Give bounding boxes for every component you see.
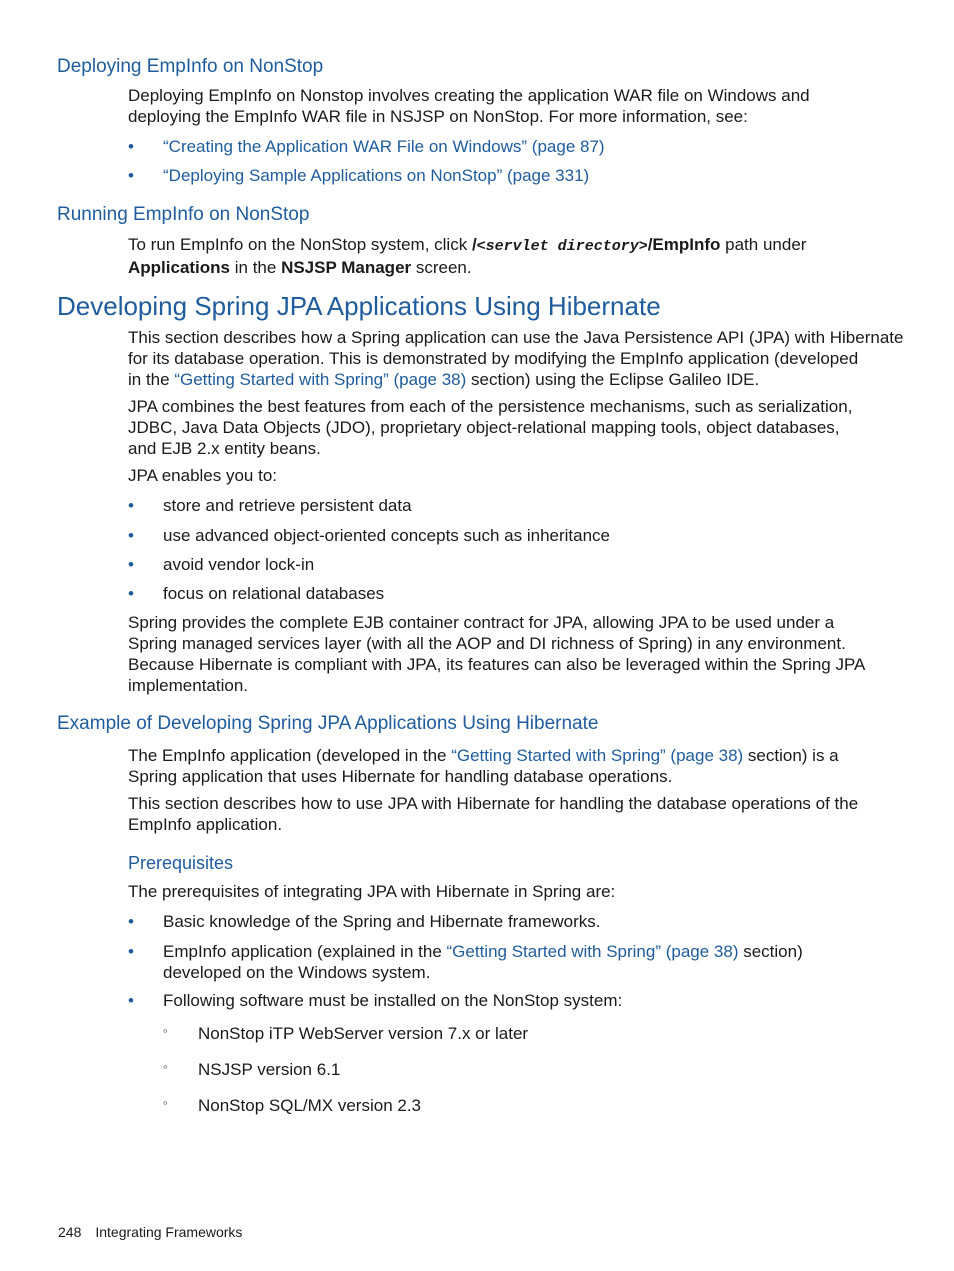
paragraph-jpa-combines: JPA combines the best features from each of the persistence mechanisms, such as serialization, JDBC, Java Data Objects (JDO), proprietary object-relational mapping tools, object databases, and EJB 2.x entity beans. [128,397,853,458]
page-footer [58,1223,242,1241]
paragraph-running: To run EmpInfo on the NonStop system, click /<servlet directory>/EmpInfo path under Applications in the NSJSP Manager screen. [128,235,807,277]
paragraph-intro: This section describes how a Spring application can use the Java Persistence API (JPA) with Hibernate for its database operation. This is demonstrated by modifying the EmpInfo application (developed in the “Getting Started with Spring” (page 38) section) using the Eclipse Galileo IDE. [128,328,904,389]
paragraph-prerequisites: The prerequisites of integrating JPA with Hibernate in Spring are: [128,882,616,901]
circle-bullet-icon: ◦ [163,1095,168,1110]
cross-reference-link[interactable]: “Deploying Sample Applications on NonStop” (page 331) [163,166,590,185]
circle-bullet-icon: ◦ [163,1023,168,1038]
document-page: Deploying EmpInfo on NonStop Deploying EmpInfo on Nonstop involves creating the application WAR file on Windows and deploying the EmpInfo WAR file in NSJSP on NonStop. For more information, see: • “Creating the Application WAR File on Windows” (page 87) • “Deploying Sample Applications on NonStop” (page 331) Running EmpInfo on NonStop To run EmpInfo on the NonStop system, click /<servlet directory>/EmpInfo path under Applications in the NSJSP Manager screen. Developing Spring JPA Applications Using Hibernate This section describes how a Spring application can use the Java Persistence API (JPA) with Hibernate for its database operation. This is demonstrated by modifying the EmpInfo application (developed in the “Getting Started with Spring” (page 38) section) using the Eclipse Galileo IDE. JPA combines the best features from each of the persistence mechanisms, such as serialization, JDBC, Java Data Objects (JDO), proprietary object-relational mapping tools, object databases, and EJB 2.x entity beans. JPA enables you to: • store and retrieve persistent data • use advanced object-oriented concepts such as inheritance • avoid vendor lock-in • focus on relational databases Spring provides the complete EJB container contract for JPA, allowing JPA to be used under a Spring managed services layer (with all the AOP and DI richness of Spring) in any environment. Because Hibernate is compliant with JPA, its features can also be leveraged within the Spring JPA implementation. Example of Developing Spring JPA Applications Using Hibernate The EmpInfo application (developed in the “Getting Started with Spring” (page 38) section) is a Spring application that uses Hibernate for handling database operations. This section describes how to use JPA with Hibernate for handling the database operations of the EmpInfo application. Prerequisites The prerequisites of integrating JPA with Hibernate in Spring are: • Basic knowledge of the Spring and Hibernate frameworks. • EmpInfo application (explained in the “Getting Started with Spring” (page 38) section) developed on the Windows system. • Following software must be installed on the NonStop system: ◦ NonStop iTP WebServer version 7.x or later ◦ NSJSP version 6.1 ◦ NonStop SQL/MX version 2.3 248 Integrating Frameworks [57,56,904,1240]
bullet-icon: • [128,942,134,961]
cross-reference-link[interactable]: “Getting Started with Spring” (page 38) [174,370,467,389]
subsection-heading-prerequisites: Prerequisites [128,853,234,873]
paragraph-section-describes: This section describes how to use JPA with Hibernate for handling the database operations of the EmpInfo application. [128,794,859,834]
bullet-icon: • [128,912,134,931]
bullet-icon: • [128,526,134,545]
bullet-icon: • [128,584,134,603]
paragraph-empinfo-app: The EmpInfo application (developed in the “Getting Started with Spring” (page 38) section) is a Spring application that uses Hibernate for handling database operations. [128,746,839,786]
bullet-icon: • [128,496,134,515]
page-number: 248 [58,1224,82,1240]
section-heading-running: Running EmpInfo on NonStop [57,204,310,225]
paragraph-deploying: Deploying EmpInfo on Nonstop involves creating the application WAR file on Windows and deploying the EmpInfo WAR file in NSJSP on NonStop. For more information, see: [128,86,810,126]
cross-reference-link[interactable]: “Creating the Application WAR File on Windows” (page 87) [163,137,605,156]
bullet-icon: • [128,137,134,156]
footer-chapter-title: Integrating Frameworks [95,1224,243,1240]
paragraph-spring-provides: Spring provides the complete EJB container contract for JPA, allowing JPA to be used under a Spring managed services layer (with all the AOP and DI richness of Spring) in any environment. Because Hibernate is compliant with JPA, its features can also be leveraged within the Spring JPA implementation. [128,613,866,695]
section-heading-example: Example of Developing Spring JPA Applications Using Hibernate [57,713,599,734]
cross-reference-link[interactable]: “Getting Started with Spring” (page 38) [451,746,744,765]
chapter-heading-spring-jpa: Developing Spring JPA Applications Using Hibernate [57,291,661,321]
circle-bullet-icon: ◦ [163,1059,168,1074]
code-path: <servlet directory> [476,238,648,255]
cross-reference-link[interactable]: “Getting Started with Spring” (page 38) [446,942,739,961]
bullet-icon: • [128,555,134,574]
bullet-icon: • [128,991,134,1010]
paragraph-jpa-enables: JPA enables you to: [128,466,278,485]
section-heading-deploying: Deploying EmpInfo on NonStop [57,56,324,77]
bullet-icon: • [128,166,134,185]
